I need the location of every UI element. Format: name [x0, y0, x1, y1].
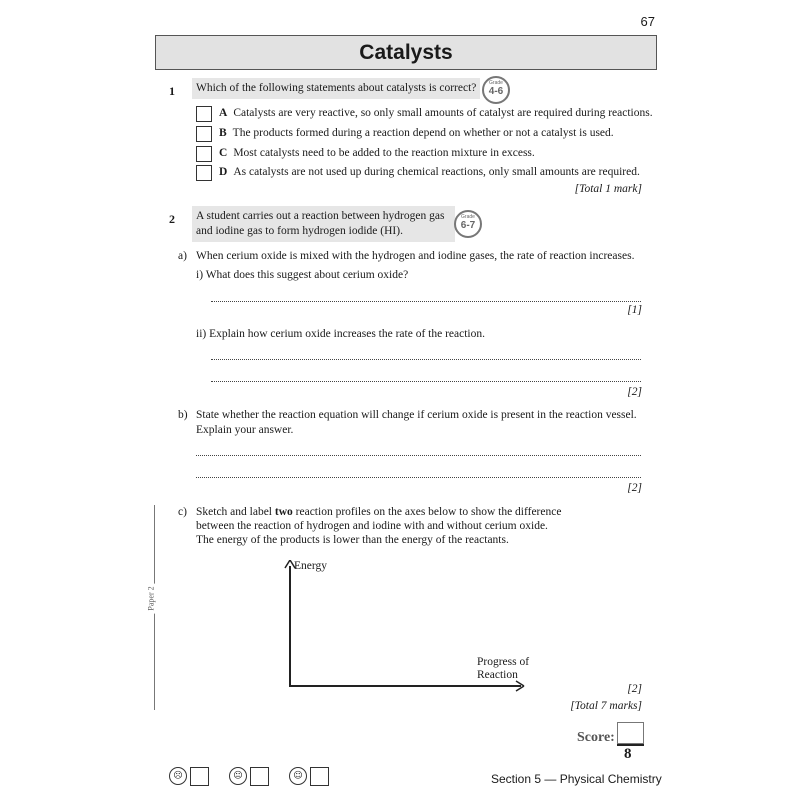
page-number: 67	[640, 14, 655, 29]
option-c-checkbox[interactable]	[196, 146, 212, 162]
option-b	[219, 126, 614, 141]
q1-total-marks: [Total 1 mark]	[574, 183, 642, 195]
option-letter: C	[219, 147, 228, 159]
option-text: Catalysts are very reactive, so only small amounts of catalyst are required during reactions.	[233, 107, 653, 119]
intro-line-2: and iodine gas to form hydrogen iodide (HI).	[196, 225, 403, 237]
self-rating-box-happy[interactable]	[310, 767, 329, 786]
intro-line-1: A student carries out a reaction between hydrogen gas	[196, 210, 445, 222]
grade-value: 6-7	[460, 220, 476, 231]
option-c	[219, 146, 535, 161]
answer-line[interactable]	[196, 477, 641, 478]
section-footer: Section 5 — Physical Chemistry	[491, 772, 662, 786]
part-a-i-marks: [1]	[627, 304, 642, 316]
paper-label: Paper 2	[147, 583, 156, 613]
answer-line[interactable]	[211, 301, 641, 302]
option-letter: A	[219, 107, 228, 119]
option-text: As catalysts are not used up during chemical reactions, only small amounts are required.	[233, 166, 640, 178]
sad-face-icon: ☹	[169, 767, 187, 785]
question-1-text: Which of the following statements about catalysts is correct?	[192, 78, 480, 99]
answer-line[interactable]	[211, 359, 641, 360]
grade-badge-q1	[482, 76, 510, 104]
part-c-label: c)	[178, 506, 187, 518]
happy-face-icon: ☺	[289, 767, 307, 785]
q2-total-marks: [Total 7 marks]	[570, 700, 642, 712]
part-c-text-a: Sketch and label	[196, 506, 275, 518]
energy-axis-label: Energy	[294, 560, 328, 572]
part-b-marks: [2]	[627, 482, 642, 494]
option-a-checkbox[interactable]	[196, 106, 212, 122]
grade-label: Grade	[489, 80, 503, 86]
part-c-line-3: The energy of the products is lower than the energy of the reactants.	[196, 534, 509, 546]
option-letter: D	[219, 166, 228, 178]
page-title: Catalysts	[155, 35, 657, 70]
option-a	[219, 106, 653, 121]
part-a-text: When cerium oxide is mixed with the hydrogen and iodine gases, the rate of reaction increases.	[196, 250, 635, 262]
option-text: The products formed during a reaction depend on whether or not a catalyst is used.	[232, 127, 614, 139]
part-c-bold: two	[274, 506, 293, 518]
grade-label: Grade	[461, 214, 475, 220]
neutral-face-icon: 😐	[229, 767, 247, 785]
question-2-intro	[192, 206, 455, 242]
x-label-line-1: Progress of	[477, 656, 530, 668]
part-a-ii-marks: [2]	[627, 386, 642, 398]
option-b-checkbox[interactable]	[196, 126, 212, 142]
progress-axis	[289, 685, 521, 687]
option-d-checkbox[interactable]	[196, 165, 212, 181]
part-b-label: b)	[178, 409, 188, 421]
question-1-number: 1	[169, 84, 175, 98]
x-label-line-2: Reaction	[477, 669, 518, 681]
option-letter: B	[219, 127, 227, 139]
part-a-ii-question: ii) Explain how cerium oxide increases the rate of the reaction.	[196, 328, 485, 340]
answer-line[interactable]	[196, 455, 641, 456]
option-text: Most catalysts need to be added to the reaction mixture in excess.	[233, 147, 535, 159]
score-input[interactable]	[617, 722, 644, 744]
grade-value: 4-6	[488, 86, 504, 97]
score-label: Score:	[577, 730, 615, 745]
part-c-line-1	[196, 505, 561, 520]
part-b-line-1: State whether the reaction equation will change if cerium oxide is present in the reaction vessel.	[196, 409, 637, 421]
option-d	[219, 165, 640, 180]
answer-line[interactable]	[211, 381, 641, 382]
sketch-area[interactable]	[291, 570, 519, 684]
part-a-i-question: i) What does this suggest about cerium oxide?	[196, 269, 409, 281]
grade-badge-q2	[454, 210, 482, 238]
part-c-text-b: reaction profiles on the axes below to show the difference	[292, 506, 562, 518]
self-rating-box-neutral[interactable]	[250, 767, 269, 786]
part-c-line-2: between the reaction of hydrogen and iodine with and without cerium oxide.	[196, 520, 548, 532]
part-a-label: a)	[178, 250, 187, 262]
question-2-number: 2	[169, 212, 175, 226]
part-b-line-2: Explain your answer.	[196, 424, 294, 436]
part-c-marks: [2]	[627, 683, 642, 695]
self-rating-box-sad[interactable]	[190, 767, 209, 786]
score-total: 8	[624, 746, 632, 762]
